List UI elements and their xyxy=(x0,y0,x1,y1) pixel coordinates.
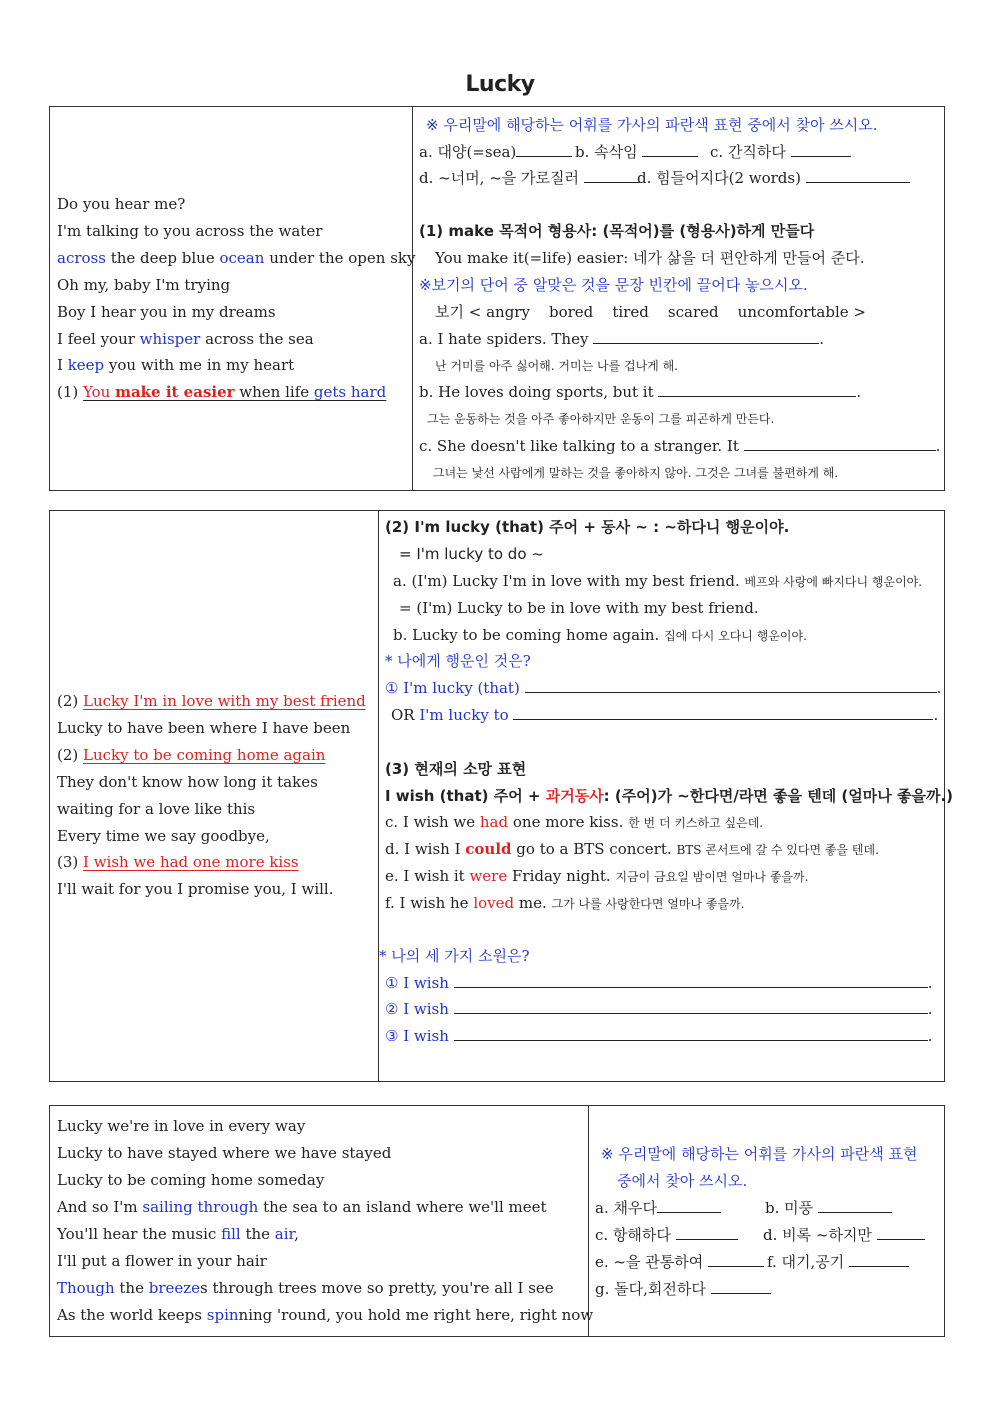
section-3 xyxy=(49,1105,945,1337)
answer-blank[interactable] xyxy=(791,142,851,157)
lyric-text: I xyxy=(57,356,68,374)
lyric-text: s through trees move so pretty, you're all I see xyxy=(200,1279,554,1297)
vocab-label: a. 채우다 xyxy=(595,1199,657,1217)
lyric-line: I'm talking to you across the water xyxy=(57,222,323,240)
drop-blank[interactable] xyxy=(744,436,936,451)
lyric-number: (1) xyxy=(57,383,84,401)
example-en: one more kiss. xyxy=(508,813,624,831)
example-ko: 베프와 사랑에 빠지다니 행운이야. xyxy=(744,575,923,589)
vocab-item xyxy=(763,1225,925,1245)
example-en: d. I wish I xyxy=(385,840,466,858)
vocab-item xyxy=(637,168,910,188)
section-1 xyxy=(49,106,945,491)
answer-prompt: ① I'm lucky (that) xyxy=(385,679,520,697)
lyric-text: You'll hear the music xyxy=(57,1225,222,1243)
vocab-item xyxy=(767,1252,909,1272)
answer-blank[interactable] xyxy=(513,705,933,720)
answer-blank[interactable] xyxy=(711,1279,771,1294)
underlined-lyric xyxy=(83,383,386,401)
answer-line: ① I'm lucky (that) . xyxy=(385,679,942,697)
grammar-example: You make it(=life) easier: 네가 삶을 더 편안하게 만들어 준다. xyxy=(435,249,865,267)
vocab-breeze: breeze xyxy=(148,1279,201,1297)
exercise-text: c. She doesn't like talking to a stranger. It xyxy=(419,437,739,455)
example-ko: 지금이 금요일 밤이면 얼마나 좋을까. xyxy=(615,870,809,884)
lyric-text: make it easier xyxy=(115,383,235,401)
grammar-alt: = I'm lucky to do ~ xyxy=(399,545,544,563)
exercise-translation: 난 거미를 아주 싫어해. 거미는 나를 겁나게 해. xyxy=(435,359,678,373)
underlined-lyric: I wish we had one more kiss xyxy=(83,853,299,871)
answer-blank[interactable] xyxy=(516,142,572,157)
past-verb: had xyxy=(479,813,509,831)
section-2 xyxy=(49,510,953,1082)
exercise-text: b. He loves doing sports, but it xyxy=(419,383,654,401)
section-3-vocab xyxy=(588,1106,944,1336)
lyric-text: ning 'round, you hold me right here, right now xyxy=(238,1306,594,1324)
example-en: c. I wish we xyxy=(385,813,480,831)
rule-text: : (주어)가 ~한다면/라면 좋을 텐데 (얼마나 좋을까.) xyxy=(603,787,953,805)
exercise-a: a. I hate spiders. They . xyxy=(419,330,825,348)
wish-example xyxy=(385,839,879,860)
lyric-line-highlight xyxy=(57,745,325,765)
grammar-rule xyxy=(385,786,953,806)
vocab-label: b. 미풍 xyxy=(765,1199,814,1217)
vocab-label: c. 항해하다 xyxy=(595,1226,671,1244)
vocab-label: g. 돌다,회전하다 xyxy=(595,1280,706,1298)
lyric-text: the xyxy=(240,1225,275,1243)
example-ko: 한 번 더 키스하고 싶은데. xyxy=(628,816,764,830)
lyric-text: under the open sky xyxy=(264,249,416,267)
wish-line: ① I wish . xyxy=(385,974,933,992)
vocab-item xyxy=(595,1252,764,1272)
vocab-label: a. 대양(=sea) xyxy=(419,143,517,161)
lyric-line xyxy=(57,329,314,349)
drop-blank[interactable] xyxy=(593,329,819,344)
underlined-lyric: Lucky to be coming home again xyxy=(83,746,326,764)
vocab-label: d. 힘들어지다(2 words) xyxy=(637,169,801,187)
lyric-line xyxy=(57,248,415,268)
lyric-line: I'll put a flower in your hair xyxy=(57,1252,267,1270)
lyric-number: (2) xyxy=(57,692,84,710)
lyric-text: when life xyxy=(234,383,314,401)
drag-instruction: ※보기의 단어 중 알맞은 것을 문장 빈칸에 끌어다 놓으시오. xyxy=(419,276,808,294)
answer-prompt: I'm lucky to xyxy=(419,706,509,724)
vocab-sailing-through: sailing through xyxy=(142,1198,259,1216)
wish-example xyxy=(385,866,808,887)
lyric-line: They don't know how long it takes xyxy=(57,773,318,791)
exercise-text: a. I hate spiders. They xyxy=(419,330,589,348)
example-en: b. Lucky to be coming home again. xyxy=(393,626,660,644)
lyric-line: Lucky to have been where I have been xyxy=(57,719,351,737)
example-en: me. xyxy=(514,894,547,912)
rule-highlight: 과거동사 xyxy=(545,787,604,805)
vocab-across: across xyxy=(57,249,106,267)
lyric-line: I'll wait for you I promise you, I will. xyxy=(57,880,334,898)
answer-blank[interactable] xyxy=(818,1198,892,1213)
wish-line: ③ I wish . xyxy=(385,1027,933,1045)
wish-example xyxy=(385,893,745,914)
vocab-label: f. 대기,공기 xyxy=(767,1253,845,1271)
lyric-text: You xyxy=(83,383,116,401)
grammar-heading: (1) make 목적어 형용사: (목적어)를 (형용사)하게 만들다 xyxy=(419,222,815,240)
vocab-though: Though xyxy=(57,1279,115,1297)
wish-prompt: ① I wish xyxy=(385,974,449,992)
vocab-item xyxy=(765,1198,892,1218)
lyric-line xyxy=(57,1305,593,1325)
example-ko: BTS 콘서트에 갈 수 있다면 좋을 텐데. xyxy=(676,843,879,857)
lyric-text: across the sea xyxy=(200,330,314,348)
lyric-line xyxy=(57,1197,547,1217)
past-verb: were xyxy=(469,867,508,885)
lyric-line: Boy I hear you in my dreams xyxy=(57,303,276,321)
wish-example xyxy=(385,812,763,833)
lyric-number: (3) xyxy=(57,853,84,871)
exercise-b: b. He loves doing sports, but it . xyxy=(419,383,862,401)
example-ko: 집에 다시 오다니 행운이야. xyxy=(664,629,807,643)
instruction: ※ 우리말에 해당하는 어휘를 가사의 파란색 표현 xyxy=(601,1145,918,1163)
answer-line: OR I'm lucky to . xyxy=(391,706,939,724)
lyric-line xyxy=(57,355,294,375)
example-en: go to a BTS concert. xyxy=(511,840,672,858)
vocab-gets-hard: gets hard xyxy=(313,383,387,401)
lyric-line: waiting for a love like this xyxy=(57,800,256,818)
or-label: OR xyxy=(391,706,415,724)
answer-blank[interactable] xyxy=(676,1225,738,1240)
answer-blank[interactable] xyxy=(657,1198,721,1213)
vocab-label: c. 간직하다 xyxy=(710,143,786,161)
grammar-heading: (3) 현재의 소망 표현 xyxy=(385,760,527,778)
question: * 나의 세 가지 소원은? xyxy=(379,947,530,965)
lyric-text: the deep blue xyxy=(105,249,220,267)
example-en: Friday night. xyxy=(507,867,611,885)
vocab-item xyxy=(419,168,640,188)
vocab-air: air xyxy=(274,1225,295,1243)
lyric-line xyxy=(57,1224,299,1244)
question: * 나에게 행운인 것은? xyxy=(385,652,531,670)
vocab-spin: spin xyxy=(206,1306,239,1324)
section-3-lyrics xyxy=(50,1106,594,1336)
vocab-label: e. ~을 관통하여 xyxy=(595,1253,704,1271)
drop-blank[interactable] xyxy=(658,382,856,397)
answer-blank[interactable] xyxy=(454,973,928,988)
vocab-whisper: whisper xyxy=(139,330,201,348)
underlined-lyric: Lucky I'm in love with my best friend xyxy=(83,692,366,710)
example-en: a. (I'm) Lucky I'm in love with my best friend. xyxy=(393,572,740,590)
answer-blank[interactable] xyxy=(806,168,910,183)
vocab-label: d. 비록 ~하지만 xyxy=(763,1226,872,1244)
exercise-c: c. She doesn't like talking to a stranger. It . xyxy=(419,437,941,455)
page-title: Lucky xyxy=(465,72,535,97)
vocab-item xyxy=(575,142,698,162)
grammar-heading: (2) I'm lucky (that) 주어 + 동사 ~ : ~하다니 행운이야. xyxy=(385,518,790,536)
lyric-text: you with me in my heart xyxy=(104,356,295,374)
answer-blank[interactable] xyxy=(454,999,928,1014)
lyric-line xyxy=(57,1278,554,1298)
answer-blank[interactable] xyxy=(525,678,937,693)
lyric-line: Every time we say goodbye, xyxy=(57,827,270,845)
lyric-line-highlight xyxy=(57,382,386,402)
lyric-number: (2) xyxy=(57,746,84,764)
vocab-keep: keep xyxy=(67,356,105,374)
lyric-line: Lucky we're in love in every way xyxy=(57,1117,306,1135)
wish-line: ② I wish . xyxy=(385,1000,933,1018)
section-2-grammar xyxy=(378,511,953,1081)
instruction: ※ 우리말에 해당하는 어휘를 가사의 파란색 표현 중에서 찾아 쓰시오. xyxy=(426,116,878,134)
section-1-lyrics xyxy=(50,107,416,490)
vocab-fill: fill xyxy=(221,1225,241,1243)
instruction: 중에서 찾아 쓰시오. xyxy=(617,1172,748,1190)
exercise-translation: 그녀는 낯선 사람에게 말하는 것을 좋아하지 않아. 그것은 그녀를 불편하게 해. xyxy=(433,466,839,480)
answer-blank[interactable] xyxy=(849,1252,909,1267)
lyric-line-highlight xyxy=(57,852,299,872)
vocab-item xyxy=(595,1198,721,1218)
lyric-line: Lucky to be coming home someday xyxy=(57,1171,325,1189)
past-verb: loved xyxy=(473,894,515,912)
example-ko: 그가 나를 사랑한다면 얼마나 좋을까. xyxy=(551,897,745,911)
past-verb: could xyxy=(465,840,512,858)
answer-blank[interactable] xyxy=(454,1026,928,1041)
lyric-line: Oh my, baby I'm trying xyxy=(57,276,231,294)
vocab-item xyxy=(710,142,851,162)
lyric-text: , xyxy=(294,1225,299,1243)
vocab-item xyxy=(595,1225,738,1245)
word-box: 보기 < angry bored tired scared uncomfortable > xyxy=(435,303,866,321)
vocab-ocean: ocean xyxy=(219,249,265,267)
wish-prompt: ② I wish xyxy=(385,1000,449,1018)
lyric-line-highlight xyxy=(57,691,366,711)
example-en: e. I wish it xyxy=(385,867,470,885)
lyric-text: the sea to an island where we'll meet xyxy=(258,1198,547,1216)
lyric-text: And so I'm xyxy=(57,1198,143,1216)
exercise-translation: 그는 운동하는 것을 아주 좋아하지만 운동이 그를 피곤하게 만든다. xyxy=(427,412,775,426)
wish-prompt: ③ I wish xyxy=(385,1027,449,1045)
grammar-example: = (I'm) Lucky to be in love with my best friend. xyxy=(399,599,759,617)
vocab-label: d. ~너머, ~을 가로질러 xyxy=(419,169,580,187)
grammar-example xyxy=(393,571,922,592)
lyric-text: As the world keeps xyxy=(57,1306,207,1324)
lyric-text: I feel your xyxy=(57,330,140,348)
example-en: f. I wish he xyxy=(385,894,474,912)
rule-text: I wish (that) 주어 + xyxy=(385,787,546,805)
grammar-example xyxy=(393,625,807,646)
answer-blank[interactable] xyxy=(584,168,640,183)
lyric-text: the xyxy=(114,1279,149,1297)
vocab-item xyxy=(419,142,572,162)
vocab-item xyxy=(595,1279,771,1299)
answer-blank[interactable] xyxy=(642,142,698,157)
answer-blank[interactable] xyxy=(877,1225,925,1240)
lyric-line: Lucky to have stayed where we have stayed xyxy=(57,1144,392,1162)
vocab-label: b. 속삭임 xyxy=(575,143,638,161)
lyric-line: Do you hear me? xyxy=(57,195,186,213)
answer-blank[interactable] xyxy=(708,1252,764,1267)
section-1-exercises xyxy=(412,107,944,490)
section-2-lyrics xyxy=(50,511,378,1081)
